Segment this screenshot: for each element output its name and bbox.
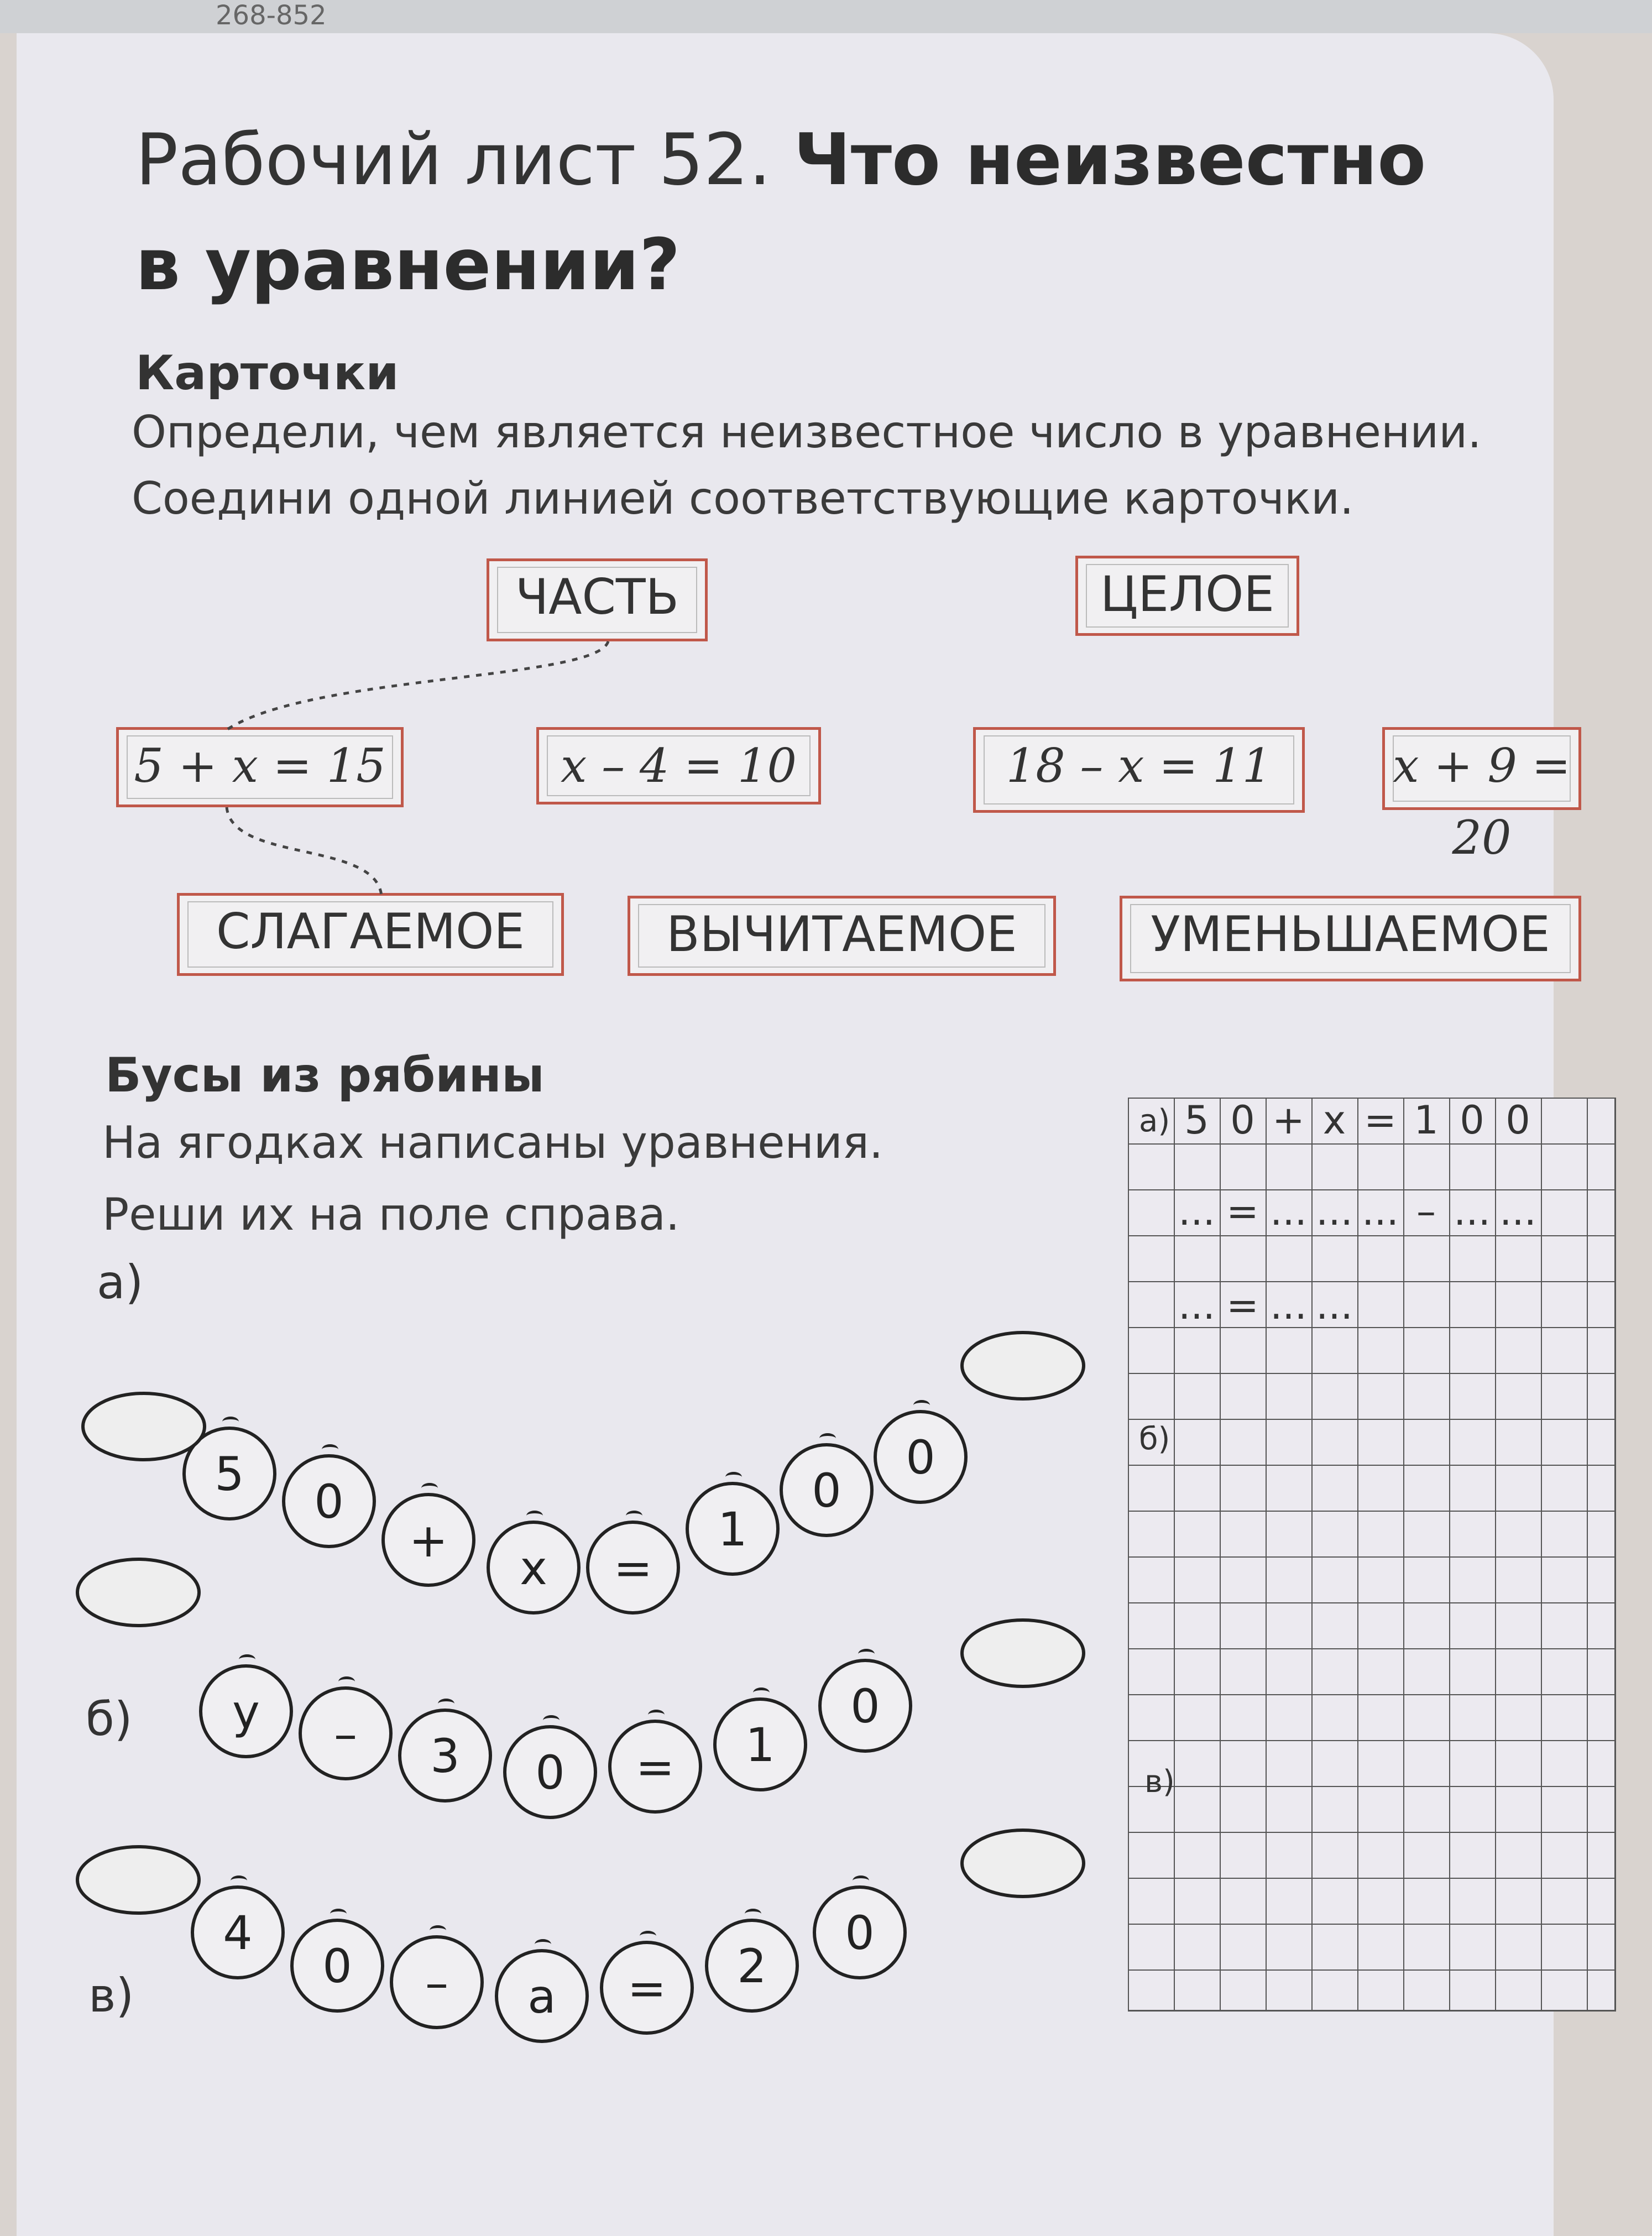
bead: 2 xyxy=(705,1919,799,2013)
grid-cell: – xyxy=(1416,1189,1436,1234)
section-cards-heading: Карточки xyxy=(135,346,399,401)
card-minuend-label: УМЕНЬШАЕМОЕ xyxy=(1151,906,1550,963)
bead: 0 xyxy=(813,1885,907,1979)
beads-label-c: в) xyxy=(88,1968,134,2023)
section-beads-text-1: На ягодках написаны уравнения. xyxy=(102,1117,883,1168)
bead: 4 xyxy=(191,1885,285,1979)
card-subtrahend-label: ВЫЧИТАЕМОЕ xyxy=(666,906,1017,963)
bird-icon xyxy=(77,1559,199,1626)
bead: 3 xyxy=(398,1709,492,1803)
beads-label-b: б) xyxy=(86,1692,133,1746)
bead: – xyxy=(390,1935,484,2029)
grid-cell: ... xyxy=(1270,1189,1307,1234)
bead: 0 xyxy=(874,1410,968,1504)
grid-cell: ... xyxy=(1362,1189,1399,1234)
grid-cell: 0 xyxy=(1230,1098,1255,1143)
card-addend-label: СЛАГАЕМОЕ xyxy=(216,903,525,960)
bead: = xyxy=(600,1941,694,2035)
grid-cell: = xyxy=(1364,1098,1397,1143)
bead: + xyxy=(381,1493,475,1587)
bird-icon xyxy=(962,1333,1084,1399)
title-bold: Что неизвестно xyxy=(793,119,1426,201)
grid-cell: 1 xyxy=(1414,1098,1439,1143)
bead: 5 xyxy=(182,1427,276,1521)
page-code: 268-852 xyxy=(216,0,327,31)
grid-cell: 0 xyxy=(1505,1098,1530,1143)
bead: = xyxy=(608,1720,702,1814)
grid-label-a: а) xyxy=(1139,1103,1170,1139)
bird-icon xyxy=(77,1847,199,1913)
card-eq-2-label: x – 4 = 10 xyxy=(561,739,797,793)
title-line2: в уравнении? xyxy=(135,224,681,306)
grid-cell: 0 xyxy=(1460,1098,1484,1143)
beads-label-a: а) xyxy=(97,1255,144,1309)
grid-cell: ... xyxy=(1270,1283,1307,1328)
bead: 0 xyxy=(780,1443,874,1537)
bead: a xyxy=(495,1949,589,2043)
bead: 0 xyxy=(818,1659,912,1753)
grid-cell: ... xyxy=(1316,1189,1353,1234)
bead: 0 xyxy=(503,1725,597,1819)
title-prefix: Рабочий лист 52. xyxy=(135,119,771,201)
bead: = xyxy=(586,1521,680,1615)
grid-cell: ... xyxy=(1178,1189,1215,1234)
grid-cell: ... xyxy=(1499,1189,1536,1234)
bird-icon xyxy=(962,1830,1084,1897)
bead: 0 xyxy=(290,1919,384,2013)
bead: y xyxy=(199,1664,293,1758)
grid-cell: ... xyxy=(1316,1283,1353,1328)
grid-cell: + xyxy=(1272,1098,1305,1143)
grid-cell: 5 xyxy=(1184,1098,1209,1143)
section-cards-text-2: Соедини одной линией соответствующие карточки. xyxy=(132,473,1354,524)
grid-label-b: б) xyxy=(1139,1421,1170,1457)
grid-label-c: в) xyxy=(1144,1764,1175,1800)
bead: 1 xyxy=(686,1482,780,1576)
card-part-label: ЧАСТЬ xyxy=(515,568,679,625)
card-whole-label: ЦЕЛОЕ xyxy=(1100,566,1274,623)
bead: 0 xyxy=(282,1454,376,1548)
bird-icon xyxy=(962,1620,1084,1686)
section-beads-text-2: Реши их на поле справа. xyxy=(102,1189,680,1240)
grid-cell: = xyxy=(1226,1283,1259,1328)
grid-cell: ... xyxy=(1454,1189,1491,1234)
grid-cell: ... xyxy=(1178,1283,1215,1328)
section-cards-text-1: Определи, чем является неизвестное число в уравнении. xyxy=(132,406,1482,458)
card-eq-4-label: x + 9 = 20 xyxy=(1393,739,1571,865)
card-eq-3-label: 18 – x = 11 xyxy=(1006,739,1272,793)
section-beads-heading: Бусы из рябины xyxy=(105,1048,545,1103)
bird-icon xyxy=(83,1393,205,1460)
card-eq-1-label: 5 + x = 15 xyxy=(134,739,386,793)
grid-cell: = xyxy=(1226,1189,1259,1234)
grid-cell: x xyxy=(1322,1098,1346,1143)
bead: 1 xyxy=(713,1697,807,1791)
bead: x xyxy=(487,1521,581,1615)
bead: – xyxy=(299,1686,393,1780)
